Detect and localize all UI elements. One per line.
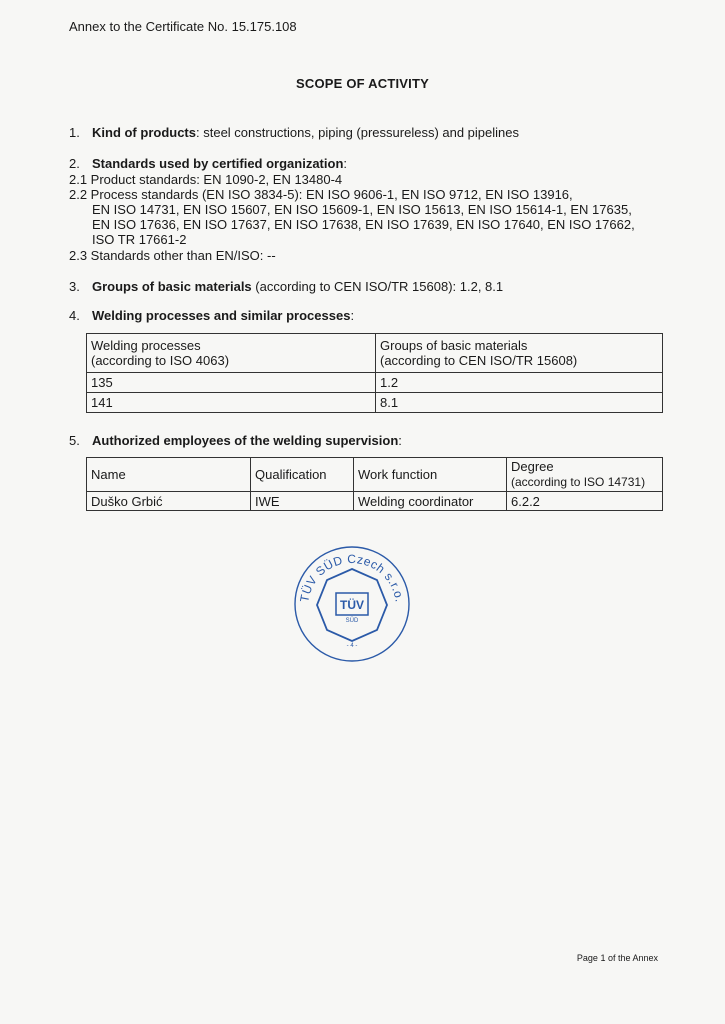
certificate-header: Annex to the Certificate No. 15.175.108 [69,19,297,34]
section-5-heading: 5. Authorized employees of the welding supervision: [69,433,402,448]
standards-2-2-line-1: 2.2 Process standards (EN ISO 3834-5): EN ISO 9606-1, EN ISO 9712, EN ISO 13916, [69,187,573,202]
table-row [87,492,663,511]
process-cell: 135 [87,373,376,393]
standards-2-2-line-2: EN ISO 14731, EN ISO 15607, EN ISO 15609-1, EN ISO 15613, EN ISO 15614-1, EN 17635, [92,202,632,217]
stamp-number: - 4 - [346,643,358,649]
header-name: Name [87,458,251,492]
employee-name: Duško Grbić [87,492,251,511]
section-4-heading: 4. Welding processes and similar processes: [69,308,355,323]
employee-degree: 6.2.2 [507,492,663,511]
standards-2-3: 2.3 Standards other than EN/ISO: -- [69,248,276,263]
standards-2-1: 2.1 Product standards: EN 1090-2, EN 13480-4 [69,172,343,187]
process-cell: 141 [87,393,376,413]
group-cell: 1.2 [376,373,663,393]
section-3: 3. Groups of basic materials (according to CEN ISO/TR 15608): 1.2, 8.1 [69,279,504,294]
section-1-text: : steel constructions, piping (pressureless) and pipelines [196,125,520,140]
header-work-function: Work function [354,458,507,492]
employee-qualification: IWE [251,492,354,511]
tuv-stamp-seal [293,545,411,663]
page-title: SCOPE OF ACTIVITY [296,76,429,91]
standards-2-2-line-3: EN ISO 17636, EN ISO 17637, EN ISO 17638, EN ISO 17639, EN ISO 17640, EN ISO 17662, [92,217,635,232]
welding-processes-table [86,333,663,413]
header-degree: Degree (according to ISO 14731) [507,458,663,492]
table-header-row [87,334,663,373]
header-groups-basic-materials: Groups of basic materials (according to CEN ISO/TR 15608) [376,334,663,373]
header-welding-processes: Welding processes (according to ISO 4063) [87,334,376,373]
table-header-row [87,458,663,492]
stamp-ring-text: TÜV SÜD Czech s.r.o. [297,551,407,604]
standards-2-2-line-4: ISO TR 17661-2 [92,232,187,247]
section-2-heading: 2. Standards used by certified organization: [69,156,348,171]
svg-text:TÜV SÜD Czech s.r.o. [297,552,407,603]
table-row [87,373,663,393]
employee-work-function: Welding coordinator [354,492,507,511]
table-row [87,393,663,413]
header-qualification: Qualification [251,458,354,492]
stamp-logo: TÜV [340,598,364,612]
section-1: 1. Kind of products: steel constructions, piping (pressureless) and pipelines [69,125,520,140]
supervision-table [86,457,663,511]
page-footer: Page 1 of the Annex [576,953,658,963]
group-cell: 8.1 [376,393,663,413]
section-1-label: Kind of products [92,125,196,140]
stamp-logo-sub: SÜD [345,618,359,624]
